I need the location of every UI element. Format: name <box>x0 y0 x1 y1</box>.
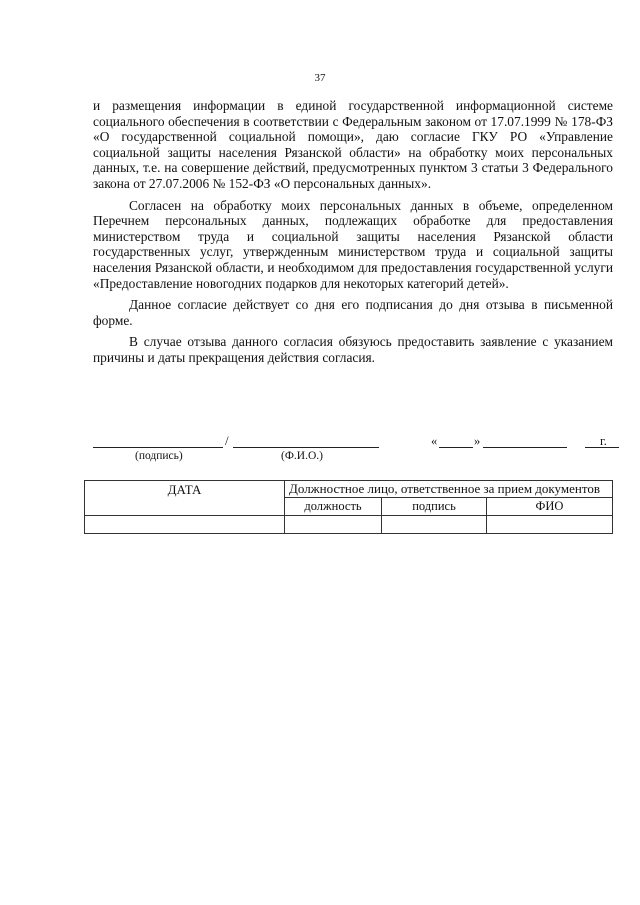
date-cell[interactable] <box>85 516 285 534</box>
paragraph-consent-scope: Согласен на обработку моих персональных данных в объеме, определенном Перечнем персональных данных, подлежащих обработке для предоставления министерством труда и социальной защиты населения Рязанской области государственных услуг, утвержденным министерством труда и социальной защиты населения Рязанской области, и необходимом для предоставления государственной услуги «Предоставление новогодних подарков для некоторых категорий детей». <box>93 197 613 291</box>
page-number: 37 <box>314 72 326 84</box>
signature-separator: / <box>225 433 229 448</box>
date-quote-open: « <box>431 434 438 448</box>
date-month-line[interactable] <box>483 433 567 448</box>
table-row <box>85 516 613 534</box>
signature-caption: (подпись) <box>135 450 183 462</box>
paragraph-consent-intro: и размещения информации в единой государственной информационной системе социального обеспечения в соответствии с Федеральным законом от 17.07.1999 № 178-ФЗ «О государственной социальной помощи», даю согласие ГКУ РО «Управление социальной защиты населения Рязанской области» на обработку моих персональных данных, т.е. на совершение действий, предусмотренных пунктом 3 статьи 3 Федерального закона от 27.07.2006 № 152-ФЗ «О персональных данных». <box>93 98 613 191</box>
name-cell[interactable] <box>487 516 613 534</box>
signature-line[interactable] <box>93 433 223 448</box>
date-day-line[interactable] <box>439 433 473 448</box>
full-name-line[interactable] <box>233 433 379 448</box>
date-column-header: ДАТА <box>85 481 285 516</box>
date-year-suffix: г. <box>600 434 607 448</box>
officer-header: Должностное лицо, ответственное за прием документов <box>285 481 613 498</box>
consent-text <box>93 98 613 366</box>
position-cell[interactable] <box>285 516 382 534</box>
full-name-caption: (Ф.И.О.) <box>281 450 323 462</box>
paragraph-consent-validity: Данное согласие действует со дня его подписания до дня отзыва в письменной форме. <box>93 297 613 328</box>
signature-column-header: подпись <box>382 498 487 516</box>
acceptance-table <box>84 480 613 534</box>
signature-block <box>93 433 613 473</box>
name-column-header: ФИО <box>487 498 613 516</box>
position-column-header: должность <box>285 498 382 516</box>
paragraph-consent-withdrawal: В случае отзыва данного согласия обязуюсь предоставить заявление с указанием причины и даты прекращения действия согласия. <box>93 334 613 365</box>
signature-cell[interactable] <box>382 516 487 534</box>
date-quote-close: » <box>474 434 481 448</box>
